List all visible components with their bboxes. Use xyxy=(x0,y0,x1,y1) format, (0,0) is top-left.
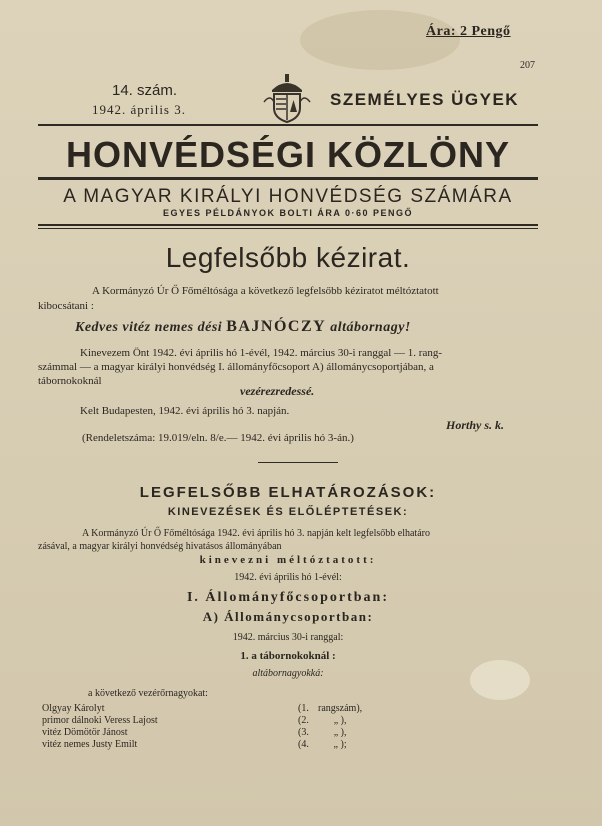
manuscript-body-2: számmal — a magyar királyi honvédség I. állományfőcsoport A) állománycsoportjában, a xyxy=(38,361,434,373)
manuscript-body-1: Kinevezem Önt 1942. évi április hó 1-évél, 1942. március 30-i ranggal — 1. rang- xyxy=(80,347,442,359)
roster-rank-cell: „ ), xyxy=(333,714,347,726)
subgroup-heading: A) Állománycsoportban: xyxy=(202,609,374,624)
roster-name-cell: vitéz Dömötör Jánost xyxy=(42,726,128,738)
section-title: SZEMÉLYES ÜGYEK xyxy=(330,90,520,109)
appointed-rank: vezérezredessé. xyxy=(240,384,315,398)
roster-idx-cell: (2. xyxy=(298,714,309,726)
roster-rank-cell: rangszám), xyxy=(318,702,363,714)
divider xyxy=(38,228,538,229)
coat-of-arms-icon xyxy=(262,72,312,124)
category-heading: 1. a tábornokoknál : xyxy=(240,650,336,662)
salutation-prefix: Kedves vitéz nemes dési xyxy=(75,320,223,335)
roster-table xyxy=(42,702,362,750)
roster-idx-cell: (1. xyxy=(298,702,309,714)
roster-name-cell: vitéz nemes Justy Emilt xyxy=(42,738,138,750)
salutation-rank: altábornagy! xyxy=(330,320,411,335)
short-divider xyxy=(258,462,338,463)
manuscript-intro-1: A Kormányzó Úr Ő Főméltósága a következő legfelsőbb kéziratot méltóztatott xyxy=(92,285,439,297)
salutation-name: BAJNÓCZY xyxy=(226,318,327,335)
rank-date: 1942. március 30-i ranggal: xyxy=(232,632,344,643)
decree-reference: (Rendeletszáma: 19.019/eln. 8/e.— 1942. évi április hó 3-án.) xyxy=(82,432,354,444)
manuscript-intro-2: kibocsátani : xyxy=(38,300,94,312)
masthead-title: HONVÉDSÉGI KÖZLÖNY xyxy=(65,134,511,175)
effective-date: 1942. évi április hó 1-évél: xyxy=(234,572,342,583)
table-row xyxy=(42,714,362,726)
appointment-phrase: kinevezni méltóztatott: xyxy=(199,554,377,566)
roster-rank-cell: „ ), xyxy=(333,726,347,738)
masthead-subtitle: A MAGYAR KIRÁLYI HONVÉDSÉG SZÁMÁRA xyxy=(63,186,513,207)
resolutions-intro-2: zásával, a magyar királyi honvédség hivatásos állományában xyxy=(38,541,282,552)
page-number: 207 xyxy=(520,60,535,71)
following-label: a következő vezérőrnagyokat: xyxy=(88,688,208,699)
resolutions-subtitle: KINEVEZÉSEK ÉS ELŐLÉPTETÉSEK: xyxy=(167,506,409,518)
table-row xyxy=(42,702,362,714)
roster-rank-cell: „ ); xyxy=(333,738,347,750)
roster-name-cell: primor dálnoki Veress Lajost xyxy=(42,714,158,726)
masthead-price-note: EGYES PÉLDÁNYOK BOLTI ÁRA 0·60 PENGŐ xyxy=(162,208,414,218)
table-row xyxy=(42,726,362,738)
paper-stain xyxy=(300,10,460,70)
paper-stain xyxy=(470,660,530,700)
manuscript-title: Legfelsőbb kézirat. xyxy=(165,242,411,273)
roster-idx-cell: (3. xyxy=(298,726,309,738)
issue-number: 14. szám. xyxy=(112,82,178,99)
price-label: Ára: 2 Pengő xyxy=(426,24,511,39)
group-heading: I. Állományfőcsoportban: xyxy=(186,590,389,605)
divider xyxy=(38,224,538,226)
place-date: Kelt Budapesten, 1942. évi április hó 3. napján. xyxy=(80,405,290,417)
roster-idx-cell: (4. xyxy=(298,738,309,750)
position-heading: altábornagyokká: xyxy=(252,668,324,679)
resolutions-intro-1: A Kormányzó Úr Ő Főméltósága 1942. évi április hó 3. napján kelt legfelsőbb elhatáro xyxy=(82,528,430,539)
table-row xyxy=(42,738,362,750)
divider xyxy=(38,124,538,126)
divider xyxy=(38,177,538,180)
roster-name-cell: Olgyay Károlyt xyxy=(42,702,105,714)
salutation xyxy=(75,318,411,336)
signature: Horthy s. k. xyxy=(446,418,505,432)
manuscript-body-3: tábornokoknál xyxy=(38,375,102,387)
resolutions-title: LEGFELSŐBB ELHATÁROZÁSOK: xyxy=(139,484,437,501)
issue-date: 1942. április 3. xyxy=(92,102,186,117)
